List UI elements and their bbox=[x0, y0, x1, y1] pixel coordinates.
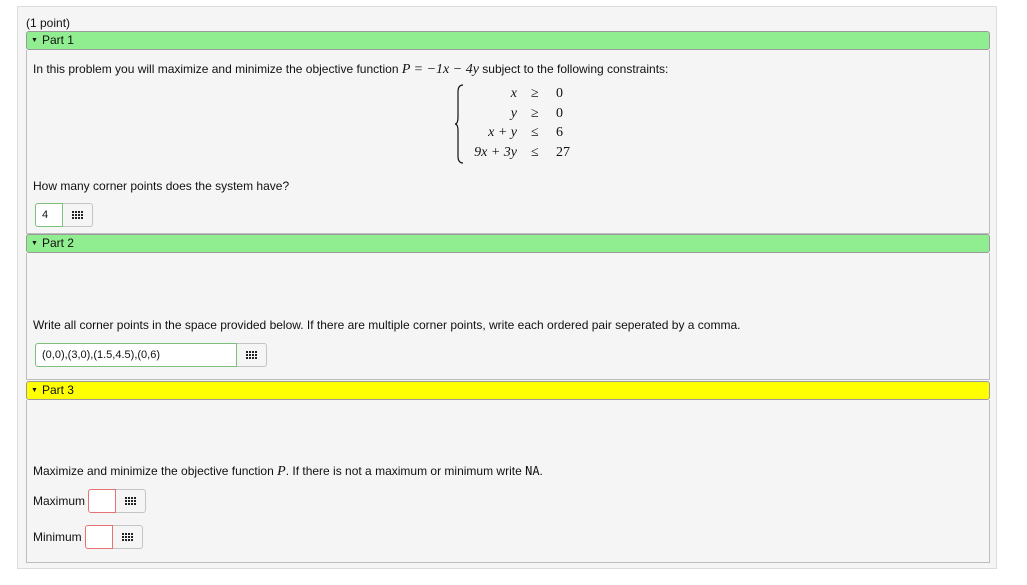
question-text: Maximize and minimize the objective function bbox=[33, 464, 274, 478]
left-brace bbox=[455, 84, 465, 164]
grid-icon bbox=[246, 351, 257, 359]
caret-down-icon: ▼ bbox=[31, 387, 38, 394]
part1-intro bbox=[33, 62, 668, 78]
part2-answer-group bbox=[35, 343, 267, 367]
question-text: . bbox=[539, 464, 543, 478]
part1-body bbox=[26, 50, 990, 234]
constraint-rhs: 0 bbox=[556, 106, 563, 121]
equation-palette-button[interactable] bbox=[116, 489, 146, 513]
equation-palette-button[interactable] bbox=[113, 525, 143, 549]
constraint-rhs: 6 bbox=[556, 125, 563, 140]
problem-container bbox=[17, 6, 997, 569]
equation-palette-button[interactable] bbox=[63, 203, 93, 227]
constraint-rhs: 0 bbox=[556, 86, 563, 101]
constraint-op: ≥ bbox=[531, 106, 539, 121]
part1-header-label: Part 1 bbox=[41, 33, 74, 47]
na-token: NA bbox=[525, 464, 540, 478]
part2-header[interactable] bbox=[26, 234, 990, 253]
grid-icon bbox=[122, 533, 133, 541]
minimum-label: Minimum bbox=[33, 530, 82, 544]
points-label: (1 point) bbox=[26, 16, 71, 30]
constraint-rhs: 27 bbox=[556, 145, 570, 160]
corner-count-input[interactable]: 4 bbox=[35, 203, 63, 227]
corner-points-input[interactable]: (0,0),(3,0),(1.5,4.5),(0,6) bbox=[35, 343, 237, 367]
part3-question bbox=[33, 464, 543, 480]
part3-header-label: Part 3 bbox=[41, 383, 74, 397]
constraint-system bbox=[455, 84, 570, 164]
minimum-input[interactable] bbox=[85, 525, 113, 549]
constraint-lhs: x + y bbox=[488, 125, 517, 140]
part3-header[interactable] bbox=[26, 381, 990, 400]
constraint-op: ≤ bbox=[531, 145, 539, 160]
part1-header[interactable] bbox=[26, 31, 990, 50]
caret-down-icon: ▼ bbox=[31, 37, 38, 44]
maximum-answer-group bbox=[88, 489, 146, 513]
maximum-input[interactable] bbox=[88, 489, 116, 513]
caret-down-icon: ▼ bbox=[31, 240, 38, 247]
part3-body bbox=[26, 400, 990, 563]
grid-icon bbox=[125, 497, 136, 505]
question-text: . If there is not a maximum or minimum write bbox=[285, 464, 522, 478]
minimum-answer-group bbox=[85, 525, 143, 549]
constraint-lhs: x bbox=[510, 86, 517, 101]
equation-palette-button[interactable] bbox=[237, 343, 267, 367]
part2-body bbox=[26, 253, 990, 380]
objective-variable: P bbox=[277, 464, 286, 479]
constraint-lhs: 9x + 3y bbox=[474, 145, 517, 160]
intro-after: subject to the following constraints: bbox=[482, 62, 669, 76]
constraint-op: ≥ bbox=[531, 86, 539, 101]
part2-question: Write all corner points in the space provided below. If there are multiple corner points, write each ordered pair seperated by a comma. bbox=[33, 318, 741, 332]
intro-before: In this problem you will maximize and minimize the objective function bbox=[33, 62, 399, 76]
grid-icon bbox=[72, 211, 83, 219]
constraint-lhs: y bbox=[510, 106, 517, 121]
part1-question: How many corner points does the system have? bbox=[33, 179, 290, 193]
maximum-label: Maximum bbox=[33, 494, 86, 508]
part1-answer-group bbox=[35, 203, 93, 227]
objective-function: P = −1x − 4y bbox=[401, 62, 479, 77]
part2-header-label: Part 2 bbox=[41, 236, 74, 250]
constraint-op: ≤ bbox=[531, 125, 539, 140]
